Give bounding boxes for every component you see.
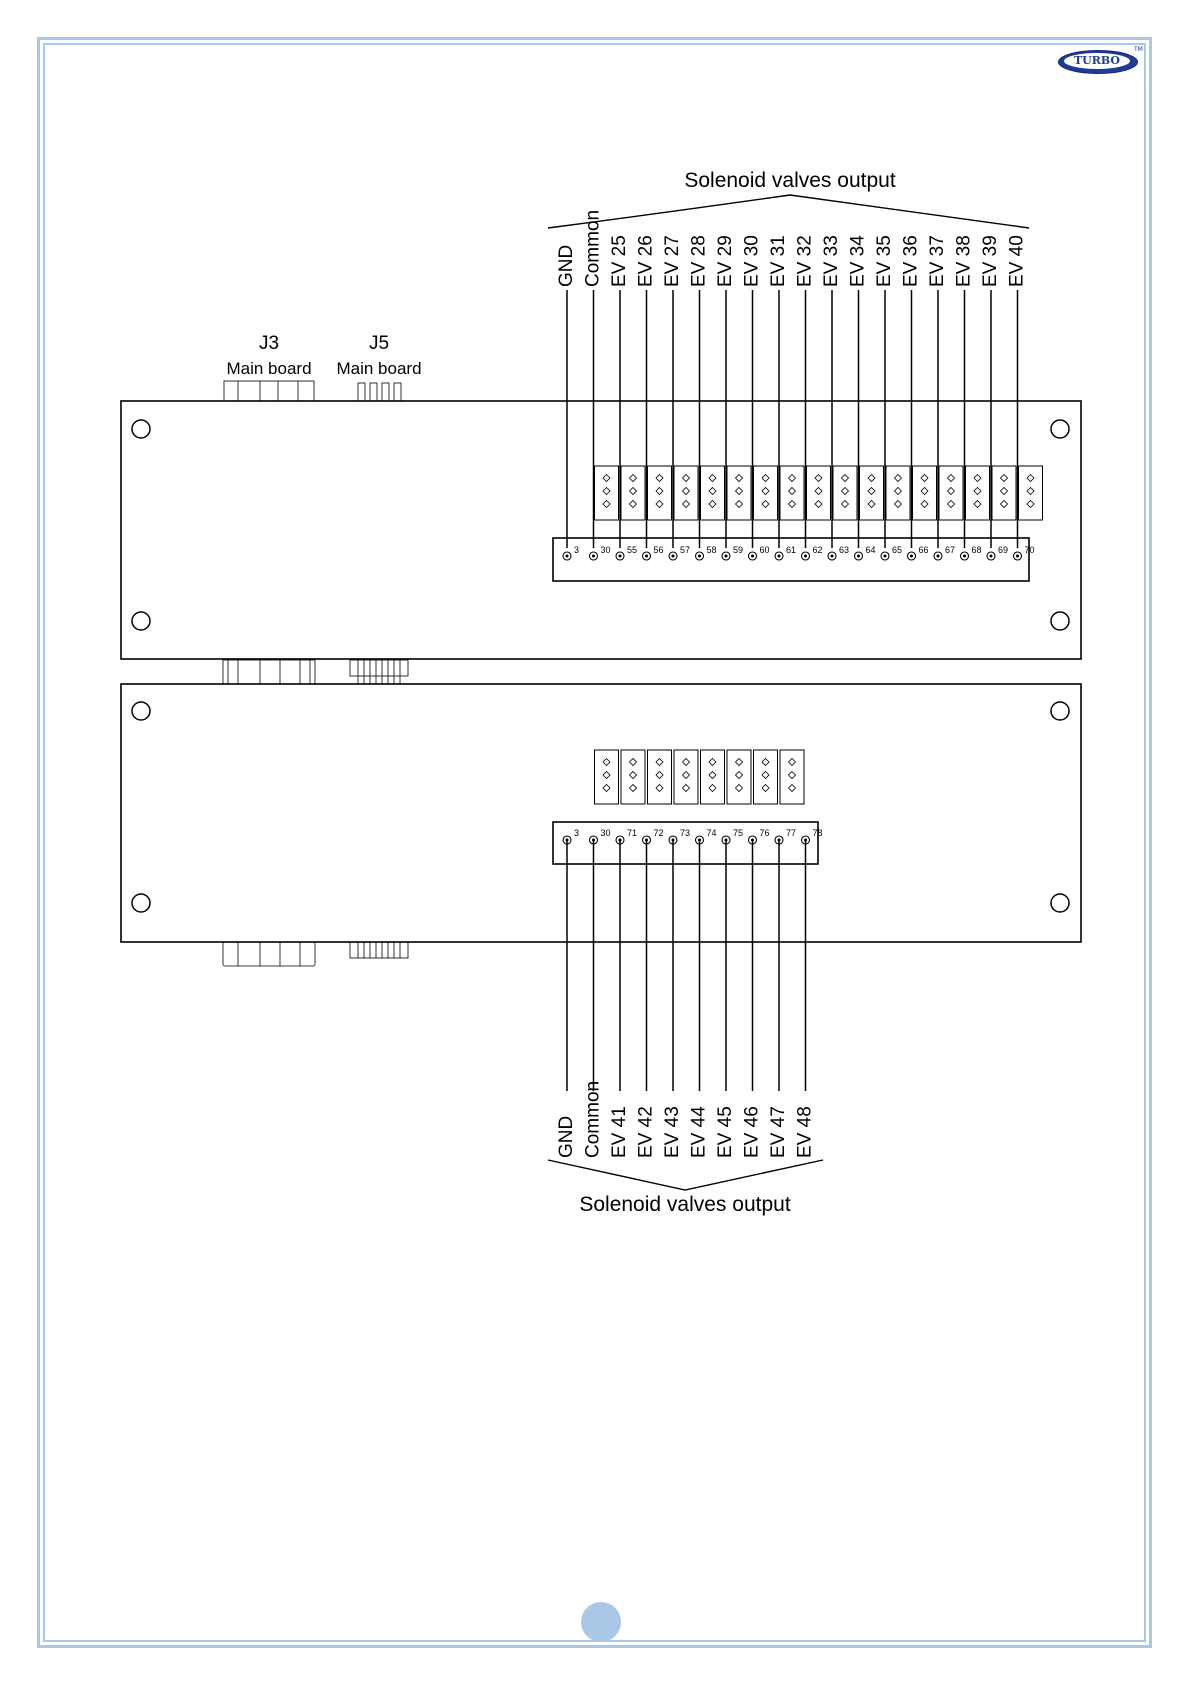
relay-pin: [762, 772, 769, 779]
relay-pin: [921, 475, 928, 482]
top-label: EV 39: [980, 235, 1002, 287]
top-label: EV 29: [715, 235, 737, 287]
relay-pin: [948, 488, 955, 495]
bottom-terminal-screw-center: [725, 839, 728, 842]
top-terminal-number: 62: [812, 545, 823, 555]
relay-pin: [656, 475, 663, 482]
top-label: EV 25: [609, 235, 631, 287]
relay-pin: [683, 772, 690, 779]
relay-pin: [762, 488, 769, 495]
mount-hole: [132, 420, 150, 438]
top-terminal-screw-center: [1016, 555, 1019, 558]
bottom-label: Common: [582, 1080, 604, 1158]
relay-pin: [630, 785, 637, 792]
relay-pin: [762, 475, 769, 482]
relay-pin: [683, 475, 690, 482]
relay-pin: [815, 488, 822, 495]
bottom-terminal-screw-center: [645, 839, 648, 842]
top-label: EV 28: [688, 235, 710, 287]
relay-pin: [1027, 488, 1034, 495]
relay-pin: [1027, 475, 1034, 482]
bottom-terminal-number: 71: [627, 828, 638, 838]
bottom-terminal-screw-center: [592, 839, 595, 842]
mount-hole: [1051, 612, 1069, 630]
top-terminal-number: 63: [839, 545, 850, 555]
relay-pin: [974, 488, 981, 495]
bottom-terminal-number: 74: [706, 828, 717, 838]
j3-sublabel: Main board: [226, 359, 312, 378]
bottom-terminal-screw-center: [778, 839, 781, 842]
ribbon-connector-j3-bottom: [223, 942, 315, 966]
relay-pin: [736, 785, 743, 792]
top-terminal-number: 69: [998, 545, 1009, 555]
mount-hole: [1051, 702, 1069, 720]
top-label: EV 35: [874, 235, 896, 287]
top-terminal-number: 30: [600, 545, 611, 555]
bottom-terminal-number: 76: [759, 828, 770, 838]
relay-pin: [1001, 501, 1008, 508]
relay-pin: [736, 501, 743, 508]
bottom-label: EV 43: [662, 1106, 684, 1158]
top-terminal-number: 67: [945, 545, 956, 555]
bottom-terminal-screw-center: [619, 839, 622, 842]
relay-pin: [603, 501, 610, 508]
j5-connector-top: [358, 383, 401, 401]
top-terminal-screw-center: [804, 555, 807, 558]
relay-pin: [709, 488, 716, 495]
top-terminal-number: 61: [786, 545, 797, 555]
relay-pin: [683, 501, 690, 508]
relay-pin: [895, 475, 902, 482]
relay-pin: [603, 785, 610, 792]
top-terminal-screw-center: [751, 555, 754, 558]
top-label: EV 34: [847, 235, 869, 287]
top-terminal-number: 55: [627, 545, 638, 555]
top-terminal-screw-center: [857, 555, 860, 558]
top-terminal-screw-center: [884, 555, 887, 558]
relay-pin: [868, 488, 875, 495]
board-bottom: [121, 684, 1081, 942]
relay-pin: [683, 785, 690, 792]
bottom-terminal-screw-center: [698, 839, 701, 842]
mount-hole: [132, 612, 150, 630]
top-label: EV 31: [768, 235, 790, 287]
relay-pin: [630, 759, 637, 766]
top-label: Common: [582, 209, 604, 287]
bottom-label: EV 45: [715, 1106, 737, 1158]
top-label: GND: [556, 244, 578, 287]
top-terminal-screw-center: [990, 555, 993, 558]
relay-pin: [736, 759, 743, 766]
bottom-terminal-number: 78: [812, 828, 823, 838]
relay-pin: [656, 488, 663, 495]
bottom-label: GND: [556, 1115, 578, 1158]
relay-pin: [815, 501, 822, 508]
relay-pin: [948, 475, 955, 482]
top-terminal-number: 56: [653, 545, 664, 555]
relay-pin: [603, 772, 610, 779]
bottom-label: EV 48: [794, 1106, 816, 1158]
top-label: EV 27: [662, 235, 684, 287]
top-terminal-screw-center: [910, 555, 913, 558]
relay-pin: [683, 759, 690, 766]
logo-text: TURBO: [1073, 54, 1120, 67]
bottom-terminal-number: 72: [653, 828, 664, 838]
relay-pin: [921, 488, 928, 495]
top-label: EV 37: [927, 235, 949, 287]
top-terminal-number: 70: [1024, 545, 1035, 555]
top-terminal-screw-center: [725, 555, 728, 558]
top-title-bracket: [548, 195, 1029, 228]
top-label: EV 33: [821, 235, 843, 287]
relay-pin: [789, 785, 796, 792]
relay-pin: [974, 475, 981, 482]
top-terminal-screw-center: [672, 555, 675, 558]
relay-pin: [762, 785, 769, 792]
relay-pin: [656, 772, 663, 779]
bottom-terminal-number: 73: [680, 828, 691, 838]
bottom-label: EV 41: [609, 1106, 631, 1158]
bottom-terminal-screw-center: [672, 839, 675, 842]
bottom-label: EV 47: [768, 1106, 790, 1158]
bottom-terminal-screw-center: [751, 839, 754, 842]
logo-trademark: TM: [1134, 46, 1143, 53]
page-number-dot: [581, 1602, 621, 1642]
bottom-terminal-number: 75: [733, 828, 744, 838]
bottom-label: EV 46: [741, 1106, 763, 1158]
top-terminal-number: 64: [865, 545, 876, 555]
relay-pin: [789, 488, 796, 495]
relay-pin: [709, 475, 716, 482]
j3-connector-top: [224, 381, 314, 401]
mount-hole: [132, 894, 150, 912]
top-terminal-number: 68: [971, 545, 982, 555]
relay-pin: [868, 475, 875, 482]
top-terminal-screw-center: [592, 555, 595, 558]
mount-hole: [1051, 420, 1069, 438]
relay-pin: [895, 488, 902, 495]
relay-pin: [789, 759, 796, 766]
relay-pin: [736, 475, 743, 482]
relay-pin: [630, 475, 637, 482]
relay-pin: [842, 475, 849, 482]
bottom-title-bracket: [548, 1160, 823, 1190]
ribbon-connector-j5-bottom: [350, 942, 408, 958]
relay-pin: [815, 475, 822, 482]
bottom-label: EV 44: [688, 1106, 710, 1158]
relay-pin: [789, 501, 796, 508]
bottom-label: EV 42: [635, 1106, 657, 1158]
top-label: EV 36: [900, 235, 922, 287]
relay-pin: [709, 772, 716, 779]
relay-pin: [709, 501, 716, 508]
j5-sublabel: Main board: [336, 359, 422, 378]
top-terminal-screw-center: [963, 555, 966, 558]
relay-pin: [1001, 488, 1008, 495]
top-terminal-number: 57: [680, 545, 691, 555]
bottom-wire-group: [556, 828, 823, 1158]
top-terminal-screw-center: [645, 555, 648, 558]
top-terminal-screw-center: [619, 555, 622, 558]
top-label: EV 30: [741, 235, 763, 287]
bottom-output-title: Solenoid valves output: [579, 1193, 791, 1216]
top-terminal-number: 59: [733, 545, 744, 555]
relay-pin: [921, 501, 928, 508]
top-terminal-number: 60: [759, 545, 770, 555]
relay-pin: [789, 772, 796, 779]
relay-pin: [656, 759, 663, 766]
top-relay-block-group: [595, 466, 1043, 520]
relay-pin: [762, 759, 769, 766]
mount-hole: [132, 702, 150, 720]
relay-pin: [842, 501, 849, 508]
bottom-terminal-number: 77: [786, 828, 797, 838]
relay-pin: [736, 488, 743, 495]
top-terminal-number: 66: [918, 545, 929, 555]
relay-pin: [789, 475, 796, 482]
top-label: EV 32: [794, 235, 816, 287]
relay-pin: [1027, 501, 1034, 508]
relay-pin: [762, 501, 769, 508]
top-label: EV 40: [1006, 235, 1028, 287]
top-terminal-screw-center: [698, 555, 701, 558]
relay-pin: [656, 785, 663, 792]
bottom-terminal-screw-center: [566, 839, 569, 842]
ribbon-connector-j3-mid: [223, 660, 315, 684]
relay-pin: [630, 772, 637, 779]
relay-pin: [736, 772, 743, 779]
j3-label: J3: [258, 333, 280, 354]
relay-pin: [842, 488, 849, 495]
relay-pin: [630, 488, 637, 495]
relay-pin: [683, 488, 690, 495]
bottom-relay-block-group: [595, 750, 805, 804]
bottom-terminal-number: 3: [574, 828, 580, 838]
bottom-terminal-screw-center: [804, 839, 807, 842]
relay-pin: [709, 759, 716, 766]
top-terminal-screw-center: [831, 555, 834, 558]
relay-pin: [868, 501, 875, 508]
top-output-title: Solenoid valves output: [684, 169, 896, 192]
relay-pin: [603, 488, 610, 495]
ribbon-connector-j5-mid: [350, 660, 408, 684]
top-label: EV 38: [953, 235, 975, 287]
top-terminal-number: 58: [706, 545, 717, 555]
relay-pin: [630, 501, 637, 508]
top-terminal-screw-center: [566, 555, 569, 558]
bottom-terminal-number: 30: [600, 828, 611, 838]
top-terminal-number: 3: [574, 545, 580, 555]
top-label: EV 26: [635, 235, 657, 287]
relay-pin: [974, 501, 981, 508]
j5-label: J5: [368, 333, 390, 354]
top-terminal-screw-center: [778, 555, 781, 558]
relay-pin: [1001, 475, 1008, 482]
mount-hole: [1051, 894, 1069, 912]
relay-pin: [603, 759, 610, 766]
top-terminal-screw-center: [937, 555, 940, 558]
relay-pin: [895, 501, 902, 508]
relay-pin: [709, 785, 716, 792]
top-terminal-number: 65: [892, 545, 903, 555]
relay-pin: [656, 501, 663, 508]
relay-pin: [948, 501, 955, 508]
board-top: [121, 401, 1081, 659]
relay-pin: [603, 475, 610, 482]
